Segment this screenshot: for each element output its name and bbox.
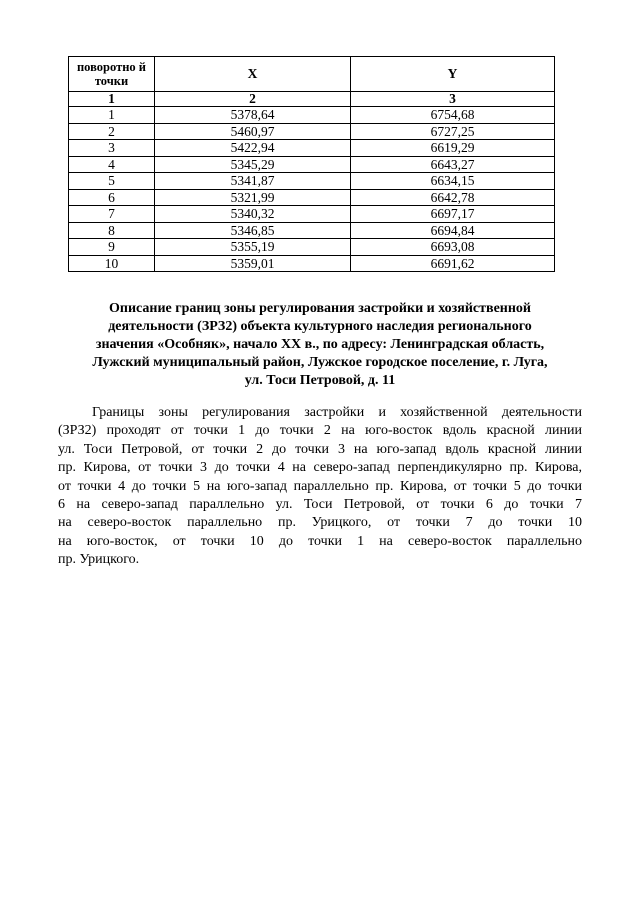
heading-line: Лужский муниципальный район, Лужское городское поселение, г. Луга, [92, 355, 548, 370]
paragraph-line: (ЗРЗ2) проходят от точки 1 до точки 2 на юго-восток вдоль красной линии [58, 423, 582, 439]
table-row [69, 206, 555, 223]
y-coordinate: 6642,78 [351, 189, 555, 206]
table-row [69, 140, 555, 157]
paragraph-line: пр. Кирова, от точки 3 до точки 4 на северо-запад перпендикулярно пр. Кирова, [58, 460, 582, 476]
column-number: 3 [351, 92, 555, 107]
table-row [69, 189, 555, 206]
table-row [69, 107, 555, 124]
paragraph-line: на юго-восток, от точки 10 до точки 1 на северо-восток параллельно [58, 533, 582, 549]
table-row [69, 222, 555, 239]
paragraph-line: ул. Тоси Петровой, от точки 2 до точки 3 на юго-запад вдоль красной линии [58, 441, 582, 457]
point-number: 6 [69, 189, 155, 206]
point-number: 7 [69, 206, 155, 223]
x-coordinate: 5378,64 [155, 107, 351, 124]
y-coordinate: 6697,17 [351, 206, 555, 223]
heading-line: деятельности (ЗРЗ2) объекта культурного наследия регионального [108, 319, 532, 334]
paragraph-line: пр. Урицкого. [58, 552, 140, 568]
header-x-column: X [155, 57, 351, 92]
y-coordinate: 6691,62 [351, 255, 555, 272]
point-number: 5 [69, 173, 155, 190]
y-coordinate: 6693,08 [351, 239, 555, 256]
heading-line: Описание границ зоны регулирования застройки и хозяйственной [108, 301, 531, 316]
point-number: 4 [69, 156, 155, 173]
section-heading [60, 300, 580, 390]
y-coordinate: 6634,15 [351, 173, 555, 190]
heading-line: значения «Особняк», начало XX в., по адресу: Ленинградская область, [95, 337, 545, 352]
point-number: 2 [69, 123, 155, 140]
y-coordinate: 6694,84 [351, 222, 555, 239]
y-coordinate: 6643,27 [351, 156, 555, 173]
point-number: 8 [69, 222, 155, 239]
paragraph-line: 6 на северо-запад параллельно ул. Тоси Петровой, от точки 6 до точки 7 [58, 497, 582, 513]
heading-line: ул. Тоси Петровой, д. 11 [244, 373, 396, 388]
x-coordinate: 5321,99 [155, 189, 351, 206]
table-row [69, 239, 555, 256]
point-number: 10 [69, 255, 155, 272]
table-row [69, 255, 555, 272]
header-point-column: поворотно й точки [69, 57, 155, 92]
table-row [69, 173, 555, 190]
x-coordinate: 5346,85 [155, 222, 351, 239]
x-coordinate: 5340,32 [155, 206, 351, 223]
y-coordinate: 6619,29 [351, 140, 555, 157]
paragraph-line: от точки 4 до точки 5 на юго-запад параллельно пр. Кирова, от точки 5 до точки [58, 478, 582, 494]
table-row [69, 123, 555, 140]
table-column-numbers-row [69, 92, 555, 107]
point-number: 1 [69, 107, 155, 124]
table-header-row [69, 57, 555, 92]
y-coordinate: 6754,68 [351, 107, 555, 124]
point-number: 3 [69, 140, 155, 157]
column-number: 1 [69, 92, 155, 107]
boundary-description-paragraph [58, 404, 582, 570]
x-coordinate: 5359,01 [155, 255, 351, 272]
x-coordinate: 5345,29 [155, 156, 351, 173]
coordinates-table [68, 56, 555, 272]
paragraph-line: на северо-восток параллельно пр. Урицкого, от точки 7 до точки 10 [58, 515, 582, 531]
table-row [69, 156, 555, 173]
x-coordinate: 5355,19 [155, 239, 351, 256]
x-coordinate: 5341,87 [155, 173, 351, 190]
point-number: 9 [69, 239, 155, 256]
paragraph-line: Границы зоны регулирования застройки и хозяйственной деятельности [92, 405, 582, 420]
y-coordinate: 6727,25 [351, 123, 555, 140]
x-coordinate: 5460,97 [155, 123, 351, 140]
header-y-column: Y [351, 57, 555, 92]
column-number: 2 [155, 92, 351, 107]
x-coordinate: 5422,94 [155, 140, 351, 157]
